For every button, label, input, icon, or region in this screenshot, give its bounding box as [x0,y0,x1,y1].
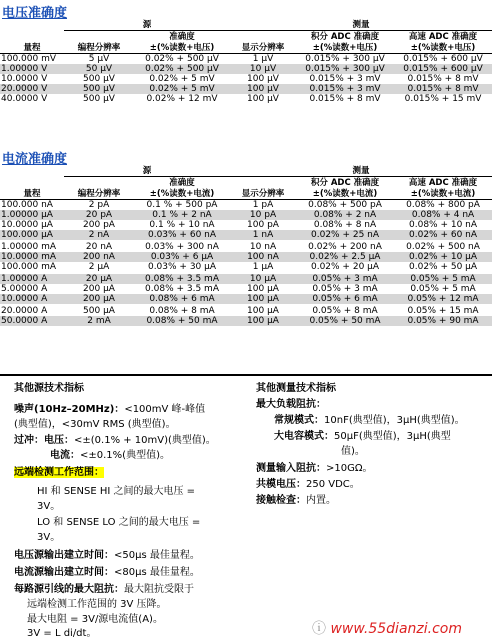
table-row [0,200,492,211]
table-row [0,230,492,241]
table-cell: 0.02% + 500 μV [134,64,230,74]
table-cell: 10 μV [230,64,296,74]
common-mode-text: 250 VDC。 [306,479,360,490]
table-cell: 0.02% + 12 mV [146,94,218,104]
table-cell: 0.015% + 300 μV [296,64,394,74]
table-cell: 0.08% + 3.5 mA [145,284,219,294]
source-accuracy-unit-header: ±(%读数+电压) [134,42,230,54]
source-group-header: 源 [64,165,230,177]
table-cell: 0.08% + 2 nA [296,210,394,220]
table-cell: 100 μV [247,74,279,84]
table-cell: 0.08% + 8 mA [134,305,230,316]
contact-check-text: 内置。 [306,495,336,506]
table-cell: 1 μV [252,54,274,64]
table-cell: 0.02% + 25 nA [296,230,394,241]
voltage-table-body [0,54,492,105]
range-header: 量程 [0,42,64,54]
common-mode-label: 共模电压： [256,479,306,490]
table-cell: 1.00000 mA [0,241,64,252]
table-row [0,210,492,220]
table-cell: 100.000 mV [1,54,57,64]
table-cell: 0.08% + 500 pA [308,200,382,210]
watermark-icon: ⓘ [312,621,326,637]
fast-adc-header: 高速 ADC 准确度 [408,178,478,188]
watermark-site: www.55dianzi.com [330,621,462,637]
normal-mode-text: 10nF(典型值)，3μH(典型值)。 [324,415,465,426]
overshoot-current-label: 电流： [50,450,80,461]
measure-group-header: 测量 [230,19,492,31]
table-cell: 200 μA [64,294,134,305]
input-impedance-label: 测量输入阻抗： [256,463,326,474]
table-row [0,252,492,262]
table-cell: 100 μA [230,294,296,305]
lead-impedance-label: 每路源引线的最大阻抗： [14,584,124,595]
current-accuracy-title: 电流准确度 [2,152,68,167]
table-cell: 10.0000 μA [1,220,53,230]
measure-specs-heading: 其他测量技术指标 [256,383,336,394]
table-cell: 1 μA [252,262,274,272]
table-cell: 500 μV [64,84,134,94]
remote-sense-hi-value: 3V。 [37,501,61,512]
table-cell: 0.05% + 3 mA [312,284,378,294]
table-cell: 100 nA [230,252,296,262]
table-cell: 100 μA [247,284,279,294]
current-settling-label: 电流源输出建立时间： [14,567,114,578]
input-impedance-spec [256,462,373,475]
overshoot-current-spec [50,449,170,462]
table-cell: 10.0000 A [0,294,64,305]
integrating-adc-header: 积分 ADC 准确度 [310,32,380,42]
integrating-adc-unit-header: ±(%读数+电流) [296,188,394,200]
table-cell: 100 μV [247,94,279,104]
high-cap-mode-spec [274,430,451,443]
table-cell: 0.02% + 10 μA [394,252,492,262]
remote-sense-highlight: 远端检测工作范围： [14,467,104,478]
remote-sense-lo: LO 和 SENSE LO 之间的最大电压 = [37,517,201,528]
table-cell: 1 pA [252,200,274,210]
lead-impedance-cont1: 远端检测工作范围的 3V 压降。 [27,599,167,610]
table-cell: 100.000 nA [1,200,53,210]
noise-text: <100mV 峰-峰值 [124,404,206,415]
voltage-settling-spec [14,549,200,562]
table-row [0,94,492,104]
common-mode-spec [256,478,360,491]
table-cell: 0.03% + 300 nA [134,241,230,252]
table-cell: 1 nA [230,230,296,241]
table-cell: 0.015% + 300 μV [305,54,385,64]
table-cell: 0.08% + 800 pA [406,200,480,210]
table-row [0,64,492,74]
source-accuracy-header: 准确度 [169,178,195,188]
table-cell: 10.0000 mA [0,252,64,262]
table-cell: 0.015% + 600 μV [394,64,492,74]
table-cell: 100 μV [230,84,296,94]
table-cell: 2 μA [88,262,110,272]
lead-impedance-cont3: 3V = L di/dt。 [27,628,97,639]
voltage-settling-text: <50μs 最佳量程。 [114,550,200,561]
fast-adc-unit-header: ±(%读数+电流) [394,188,492,200]
section-divider [0,374,492,376]
noise-spec [14,403,205,416]
table-cell: 100.000 μA [0,230,64,241]
table-cell: 20 μA [64,273,134,284]
table-cell: 1.00000 μA [0,210,64,220]
table-cell: 0.1 % + 500 pA [146,200,218,210]
table-row [0,54,492,65]
fast-adc-header: 高速 ADC 准确度 [408,32,478,42]
table-cell: 2 mA [64,316,134,326]
range-header: 量程 [0,188,64,200]
table-cell: 0.08% + 8 nA [313,220,377,230]
overshoot-current-text: <±0.1%(典型值)。 [80,450,170,461]
table-row [0,262,492,273]
table-cell: 100 μA [230,316,296,326]
current-settling-text: <80μs 最佳量程。 [114,567,200,578]
contact-check-label: 接触检查： [256,495,306,506]
table-cell: 0.05% + 5 mA [394,273,492,284]
table-cell: 0.05% + 6 mA [296,294,394,305]
table-cell: 0.05% + 3 mA [296,273,394,284]
table-cell: 500 μV [83,74,115,84]
normal-mode-label: 常规模式： [274,415,324,426]
integrating-adc-unit-header: ±(%读数+电压) [296,42,394,54]
table-row [0,316,492,326]
table-cell: 0.015% + 3 mV [296,84,394,94]
watermark [312,618,462,638]
table-cell: 5.00000 A [1,284,48,294]
source-specs-heading: 其他源技术指标 [14,383,84,394]
table-row [0,273,492,284]
load-impedance-label: 最大负载阻抗： [256,399,326,410]
measure-group-header: 测量 [230,165,492,177]
remote-sense-label [14,466,104,479]
table-cell: 1.00000 V [0,64,64,74]
overshoot-voltage-text: <±(0.1% + 10mV)(典型值)。 [74,435,216,446]
table-cell: 0.02% + 60 nA [394,230,492,241]
table-cell: 50 μV [64,64,134,74]
table-cell: 100.000 mA [1,262,57,272]
normal-mode-spec [274,414,465,427]
table-cell: 20 nA [64,241,134,252]
noise-spec-cont: (典型值)，<30mV RMS (典型值)。 [14,419,176,430]
table-cell: 200 μA [83,284,115,294]
table-row [0,241,492,252]
table-cell: 500 μA [64,305,134,316]
table-row [0,74,492,84]
table-cell: 0.05% + 5 mA [410,284,476,294]
table-cell: 0.02% + 5 mV [149,74,215,84]
programming-resolution-header: 编程分辨率 [64,42,134,54]
programming-resolution-header: 编程分辨率 [64,188,134,200]
remote-sense-hi: HI 和 SENSE HI 之间的最大电压 = [37,486,196,497]
integrating-adc-header: 积分 ADC 准确度 [310,178,380,188]
current-table-body [0,200,492,327]
input-impedance-text: >10GΩ。 [326,463,373,474]
table-cell: 0.03% + 6 μA [134,252,230,262]
table-cell: 0.03% + 60 nA [134,230,230,241]
table-cell: 0.05% + 90 mA [394,316,492,326]
table-row [0,305,492,316]
table-cell: 0.015% + 15 mV [404,94,482,104]
table-cell: 0.08% + 6 mA [134,294,230,305]
noise-label: 噪声(10Hz–20MHz)： [14,404,125,415]
table-cell: 0.015% + 600 μV [403,54,483,64]
contact-check-spec [256,494,336,507]
table-cell: 10 nA [230,241,296,252]
table-cell: 20 pA [64,210,134,220]
table-cell: 2 pA [88,200,110,210]
table-cell: 0.08% + 50 mA [134,316,230,326]
display-resolution-header: 显示分辨率 [230,188,296,200]
source-accuracy-unit-header: ±(%读数+电流) [134,188,230,200]
high-cap-mode-text: 50μF(典型值)，3μH(典型 [334,431,451,442]
voltage-accuracy-table [0,19,492,104]
lead-impedance-cont2: 最大电阻 = 3V/源电流值(A)。 [27,614,163,625]
table-cell: 0.08% + 10 nA [409,220,478,230]
table-cell: 0.02% + 20 μA [310,262,380,272]
table-cell: 50.0000 A [0,316,64,326]
table-cell: 0.03% + 30 μA [147,262,217,272]
current-accuracy-table [0,165,492,326]
table-cell: 0.05% + 8 mA [296,305,394,316]
source-accuracy-header: 准确度 [169,32,195,42]
remote-sense-lo-value: 3V。 [37,532,61,543]
table-cell: 0.02% + 200 nA [296,241,394,252]
table-cell: 5 μV [88,54,110,64]
table-cell: 200 pA [83,220,115,230]
table-cell: 0.1 % + 2 nA [134,210,230,220]
current-settling-spec [14,566,200,579]
table-cell: 20.0000 V [0,84,64,94]
table-cell: 0.015% + 3 mV [309,74,381,84]
voltage-settling-label: 电压源输出建立时间： [14,550,114,561]
lead-impedance-spec [14,583,194,596]
table-row [0,284,492,294]
table-cell: 0.02% + 5 mV [134,84,230,94]
lead-impedance-text: 最大阻抗受限于 [124,584,194,595]
high-cap-mode-cont: 值)。 [341,446,365,457]
table-cell: 100 μA [230,305,296,316]
table-cell: 10 pA [230,210,296,220]
table-cell: 0.05% + 15 mA [394,305,492,316]
source-group-header: 源 [64,19,230,31]
table-cell: 1.00000 A [0,273,64,284]
table-cell: 0.08% + 3.5 mA [134,273,230,284]
voltage-accuracy-title: 电压准确度 [2,6,68,21]
table-cell: 0.05% + 50 mA [296,316,394,326]
table-cell: 0.1 % + 10 nA [149,220,215,230]
table-row [0,84,492,94]
overshoot-voltage-label: 电压： [44,435,74,446]
table-cell: 200 nA [64,252,134,262]
table-row [0,220,492,230]
table-cell: 40.0000 V [1,94,48,104]
table-cell: 500 μV [83,94,115,104]
table-cell: 2 nA [64,230,134,241]
display-resolution-header: 显示分辨率 [230,42,296,54]
table-cell: 0.02% + 500 nA [394,241,492,252]
overshoot-label: 过冲： [14,435,44,446]
table-cell: 0.015% + 8 mV [407,74,479,84]
overshoot-spec [14,434,216,447]
table-row [0,294,492,305]
table-cell: 0.02% + 50 μA [409,262,478,272]
table-cell: 0.02% + 2.5 μA [296,252,394,262]
fast-adc-unit-header: ±(%读数+电压) [394,42,492,54]
table-cell: 0.015% + 8 mV [309,94,381,104]
table-cell: 0.05% + 12 mA [394,294,492,305]
table-cell: 20.0000 A [0,305,64,316]
table-cell: 10 μA [230,273,296,284]
table-cell: 100 pA [247,220,279,230]
table-cell: 10.0000 V [1,74,48,84]
table-cell: 0.015% + 8 mV [394,84,492,94]
table-cell: 0.08% + 4 nA [394,210,492,220]
table-cell: 0.02% + 500 μV [145,54,219,64]
high-cap-mode-label: 大电容模式： [274,431,334,442]
